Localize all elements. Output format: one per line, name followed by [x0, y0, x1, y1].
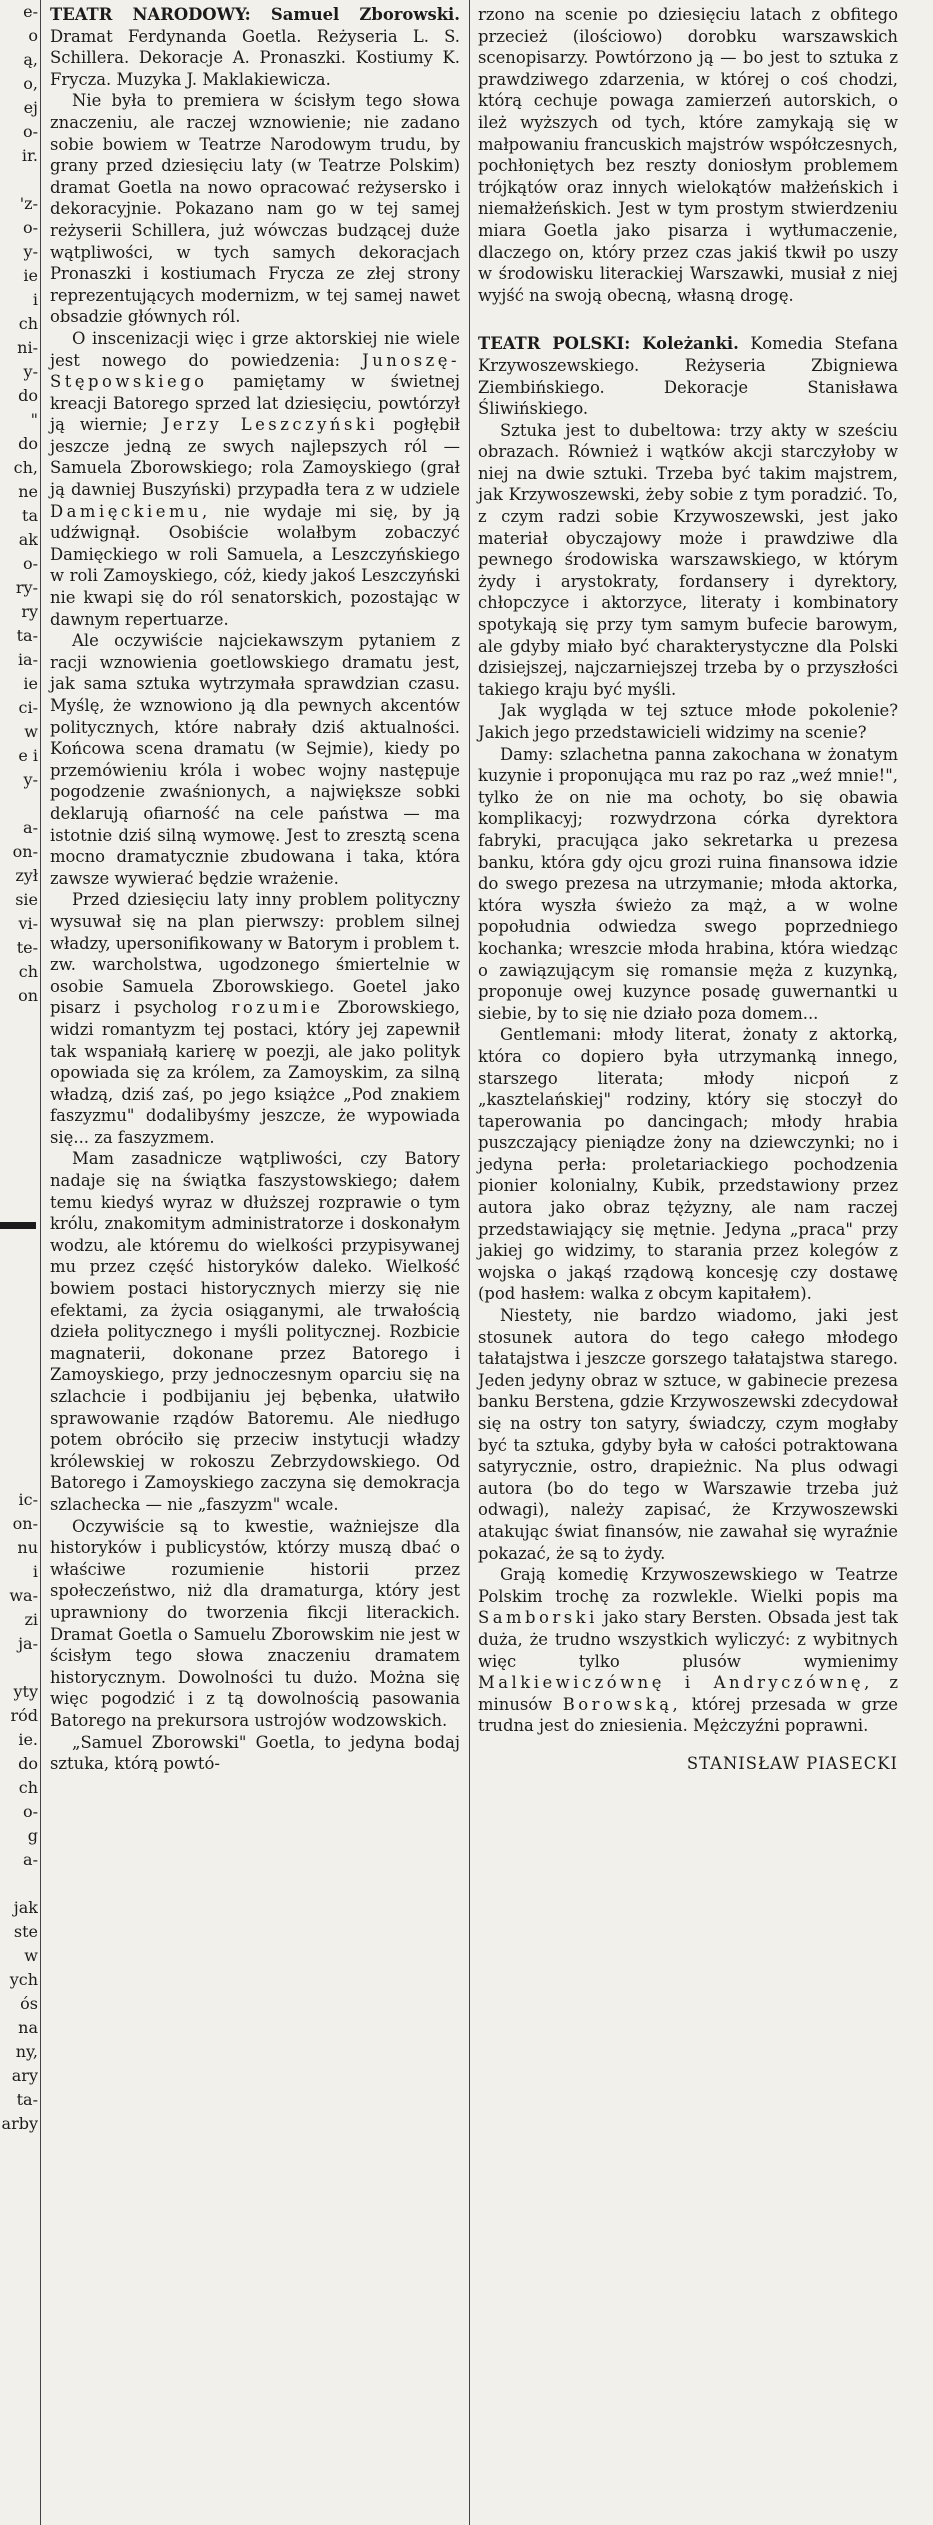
edge-fragment: [0, 1272, 38, 1296]
edge-fragment: te-: [16, 938, 38, 957]
edge-fragment: ta-: [16, 626, 38, 645]
edge-fragment: ic-: [18, 1490, 38, 1509]
edge-fragment: [0, 1128, 38, 1152]
edge-fragment: yty: [13, 1682, 38, 1701]
edge-fragment: ne: [18, 482, 38, 501]
edge-fragment: a-: [23, 1850, 38, 1869]
edge-fragment: on-: [12, 1514, 38, 1533]
edge-fragment: g: [27, 1826, 38, 1845]
edge-fragment: [0, 1200, 38, 1224]
review-heading-narodowy: TEATR NARODOWY: Samuel Zborowski. Dramat Ferdynanda Goetla. Reżyseria L. S. Schillera. Dekoracje A. Pronaszki. Kostiumy K. Frycza. Muzyka J. Maklakiewicza.: [50, 5, 460, 89]
edge-fragment: ch: [18, 1778, 38, 1797]
paragraph: Mam zasadnicze wątpliwości, czy Batory nadaje się na świątka faszystowskiego; dałem temu kiedyś wyraz w dłuższej rozprawie o tym królu, znakomitym administratorze i doskonałym wodzu, ale któremu do wielkości przypisywanej mu przez część historyków daleko. Wielkość bowiem postaci historycznych mierzy się nie efektami, za życia osiąganymi, ale trwałością dzieła politycznego i myśli politycznej. Rozbicie magnaterii, dokonane przez Batorego i Zamoyskiego, przy jednoczesnym oparciu się na szlachcie i podbijaniu jej bębenka, ułatwiło sprawowanie rządów Batoremu. Ale niedługo potem obróciło się przeciw instytucji władzy królewskiej w rokoszu Zebrzydowskiego. Od Batorego i Zamoyskiego zaczyna się demokracja szlachecka — nie „faszyzm" wcale.: [50, 1149, 460, 1514]
paragraph: O inscenizacji więc i grze aktorskiej nie wiele jest nowego do powiedzenia: Junoszę-Stępowskiego pamiętamy w świetnej kreacji Batorego sprzed lat dziesięciu, powtórzył ją wiernie; Jerzy Leszczyński pogłębił jeszcze jedną ze swych najlepszych ról — Samuela Zborowskiego; rola Zamoyskiego (grał ją dawniej Buszyński) przypadła tera z w udziele Damięckiemu, nie wydaje mi się, by ją udźwignął. Osobiście wolałbym zobaczyć Damięckiego w roli Samuela, a Leszczyńskiego w roli Zamoyskiego, cóż, kiedy jakoś Leszczyński nie kwapi się do ról senatorskich, pozostając w dawnym repertuarze.: [50, 328, 460, 629]
edge-fragment: o-: [22, 122, 38, 141]
paragraph: Przed dziesięciu laty inny problem polityczny wysuwał się na plan pierwszy: problem silnej władzy, upersonifikowany w Batorym i problem t. zw. warcholstwa, ugodzonego śmiertelnie w osobie Samuela Zborowskiego. Goetel jako pisarz i psycholog rozumie Zborowskiego, widzi romantyzm tej postaci, który jej zapewnił tak wspaniałą karierę w poezji, ale jako polityk opowiada się za królem, za Zamoyskim, za silną władzą, dziś zaś, po jego książce „Pod znakiem faszyzmu" dodalibyśmy jeszcze, że wypowiada się... za faszyzmem.: [50, 890, 460, 1147]
edge-fragment: ste: [13, 1922, 38, 1941]
edge-fragment: ie: [23, 266, 38, 285]
edge-fragment: [0, 1080, 38, 1104]
edge-fragment: ie.: [18, 1730, 38, 1749]
edge-fragment: y-: [23, 362, 38, 381]
edge-fragment: nu: [17, 1538, 38, 1557]
review-polski-column: [478, 4, 898, 1775]
edge-fragment: [0, 1440, 38, 1464]
edge-fragment: ą,: [23, 50, 38, 69]
edge-fragment: do: [18, 1754, 38, 1773]
edge-fragment: y-: [23, 242, 38, 261]
edge-fragment: [0, 1032, 38, 1056]
edge-fragment: ród: [10, 1706, 38, 1725]
edge-fragment: i: [32, 290, 38, 309]
review-heading-polski: TEATR POLSKI: Koleżanki. Komedia Stefana Krzywoszewskiego. Reżyseria Zbigniewa Ziembińskiego. Dekoracje Stanisława Śliwińskiego.: [478, 334, 898, 419]
edge-fragment: ry: [21, 602, 38, 621]
paragraph: Ale oczywiście najciekawszym pytaniem z racji wznowienia goetlowskiego dramatu jest, jak sama sztuka wytrzymała sprawdzian czasu. Myślę, że wznowiono ją dla pewnych akcentów politycznych, które nabrały dziś aktualności. Końcowa scena dramatu (w Sejmie), kiedy po przemówieniu króla i wobec wojny następuje pogodzenie zwaśnionych, a największe sobki deklarują ofiarność na cele państwa — ma istotnie dziś silną wymowę. Jest to zresztą scena mocno dramatycznie zbudowana i taka, która zawsze wywierać będzie wrażenie.: [50, 631, 460, 888]
paragraph-continued: rzono na scenie po dziesięciu latach z obfitego przecież (ilościowo) dorobku warszawskich scenopisarzy. Powtórzono ją — bo jest to sztuka z prawdziwego zdarzenia, w której o coś chodzi, którą cechuje powaga zamierzeń autorskich, o ileż wyższych od tych, które zamykają się w małpowaniu francuskich majstrów współczesnych, pochłoniętych bez reszty doniosłym problemem trójkątów oraz innych wielokątów małżeńskich i niemałżeńskich. Jest w tym prostym stwierdzeniu miara Goetla jako pisarza i wytłumaczenie, dlaczego on, który przez czas jakiś tkwił po uszy w środowisku literackiej Warszawki, musiał z niej wyjść na swoją obecną, własną drogę.: [478, 5, 898, 305]
edge-fragment: [0, 1392, 38, 1416]
edge-fragment: ny,: [15, 2042, 38, 2061]
edge-fragment: on: [18, 986, 38, 1005]
edge-fragment: [0, 1344, 38, 1368]
edge-fragment: [0, 1368, 38, 1392]
edge-fragment: zył: [15, 866, 38, 885]
edge-fragment: a-: [23, 818, 38, 837]
column-rule-right: [469, 0, 470, 2525]
edge-fragment: ir.: [21, 146, 38, 165]
edge-fragment: on-: [12, 842, 38, 861]
edge-fragment: do: [18, 386, 38, 405]
paragraph: Sztuka jest to dubeltowa: trzy akty w sześciu obrazach. Również i wątków akcji starczyłoby w niej na dwie sztuki. Trzeba być takim majstrem, jak Krzywoszewski, żeby sobie z tym poradzić. To, z czym radzi sobie Krzywoszewski, jest jako materiał obyczajowy może i prawdziwe dla pewnego środowiska warszawskiego, w którym żydy i arystokraty, fordansery i dyrektory, chłopczyce i aktorzyce, literaty i kombinatory spotykają się przy tym samym bufecie barowym, ale gdyby miało być charakterystyczne dla Polski dzisiejszej, najczarniejszej trzeba by o przyszłości takiego kraju być myśli.: [478, 420, 898, 699]
edge-fragment: wa-: [9, 1586, 38, 1605]
edge-fragment: arby: [1, 2114, 38, 2133]
edge-fragment: ie: [23, 674, 38, 693]
review-narodowy-column: [50, 4, 460, 1775]
edge-fragment: i: [32, 1562, 38, 1581]
edge-fragment: do: [18, 434, 38, 453]
paragraph: Grają komedię Krzywoszewskiego w Teatrze Polskim trochę za rozwlekle. Wielki popis ma Samborski jako stary Bersten. Obsada jest tak duża, że trudno wszystkich wyliczyć: z wybitnych więc tylko plusów wymienimy Malkiewiczównę i Andryczównę, z minusów Borowską, której przesada w grze trudna jest do zniesienia. Mężczyźni poprawni.: [478, 1565, 898, 1736]
edge-fragment: ch: [18, 314, 38, 333]
edge-fragment: [0, 1416, 38, 1440]
edge-fragment: [0, 1008, 38, 1032]
column-rule-left: [40, 0, 41, 2525]
paragraph: Niestety, nie bardzo wiadomo, jaki jest stosunek autora do tego całego młodego tałatajstwa i jeszcze gorszego tałatajstwa starego. Jeden jedyny obraz w sztuce, w gabinecie prezesa banku Berstena, gdzie Krzywoszewski zdecydował się na ostry ton satyry, świadczy, czym mogłaby być ta sztuka, gdyby była w całości potraktowana satyrycznie, ostro, drapieżnic. Na plus odwagi autora (bo do tego w Warszawie trzeba już odwagi), należy zapisać, że Krzywoszewski atakując świat finansów, nie zawahał się wyraźnie pokazać, że są to żydy.: [478, 1306, 898, 1563]
edge-fragment: ych: [9, 1970, 38, 1989]
edge-fragment: ia-: [17, 650, 38, 669]
edge-fragment: [0, 792, 38, 816]
paragraph: Oczywiście są to kwestie, ważniejsze dla historyków i publicystów, którzy muszą dbać o właściwe rozumienie historii przez społeczeństwo, niż dla dramaturga, który jest uprawniony do tworzenia fikcji literackich. Dramat Goetla o Samuelu Zborowskim nie jest w ścisłym tego słowa znaczeniu dramatem historycznym. Dowolności tu dużo. Można się więc pogodzić i z tą dowolnością pasowania Batorego na prekursora ustrojów wodzowskich.: [50, 1516, 460, 1730]
column-divider-bar: [0, 1222, 36, 1229]
edge-fragment: ja-: [18, 1634, 38, 1653]
edge-fragment: zi: [24, 1610, 38, 1629]
edge-fragment: [0, 1464, 38, 1488]
edge-fragment: [0, 168, 38, 192]
edge-fragment: ni-: [17, 338, 38, 357]
edge-fragment: ary: [11, 2066, 38, 2085]
edge-fragment: na: [18, 2018, 38, 2037]
edge-fragment: ej: [23, 98, 38, 117]
edge-fragment: ry-: [15, 578, 38, 597]
edge-fragment: w: [24, 722, 38, 741]
edge-fragment: o: [28, 26, 38, 45]
edge-fragment: e-: [23, 2, 38, 21]
edge-fragment: 'z-: [19, 194, 38, 213]
edge-fragment: ": [30, 410, 38, 429]
edge-fragment: o,: [23, 74, 38, 93]
edge-fragment: [0, 1656, 38, 1680]
edge-fragment: [0, 1320, 38, 1344]
paragraph: Nie była to premiera w ścisłym tego słowa znaczeniu, ale raczej wznowienie; nie zadano sobie bowiem w Teatrze Narodowym trudu, by grany przed dziesięciu laty (w Teatrze Polskim) dramat Goetla na nowo opracować reżysersko i dekoracyjnie. Pokazano nam go w tej samej reżyserii Schillera, już wówczas budzącej duże wątpliwości, w tych samych dekoracjach Pronaszki i kostiumach Frycza ze złej strony reprezentujących modernizm, w tej samej nawet obsadzie głównych ról.: [50, 91, 460, 327]
left-column-fragment: [0, 0, 38, 2136]
edge-fragment: jak: [13, 1898, 38, 1917]
edge-fragment: w: [24, 1946, 38, 1965]
edge-fragment: o-: [22, 1802, 38, 1821]
paragraph: Gentlemani: młody literat, żonaty z aktorką, która co dopiero była utrzymanką innego, starszego literata; młody nicpoń z „kasztelańskiej" rodziny, który się stoczył do taperowania po dancingach; młody hrabia puszczający pieniądze żony na dziewczynki; no i jedyna perła: proletariackiego pochodzenia pionier kolonialny, Kubik, przedstawiony przez autora jako obraz tężyzny, ale nam raczej przedstawiający się mętnie. Jedyna „praca" przy jakiej go widzimy, to starania przez kolegów z wojska o jakąś rządową koncesję czy dostawę (pod hasłem: walka z obcym kapitałem).: [478, 1025, 898, 1304]
edge-fragment: ci-: [18, 698, 38, 717]
edge-fragment: ak: [18, 530, 38, 549]
paragraph: „Samuel Zborowski" Goetla, to jedyna bodaj sztuka, którą powtó-: [50, 1732, 460, 1774]
edge-fragment: vi-: [18, 914, 38, 933]
edge-fragment: [0, 1056, 38, 1080]
edge-fragment: o-: [22, 218, 38, 237]
edge-fragment: [0, 1104, 38, 1128]
edge-fragment: [0, 1176, 38, 1200]
edge-fragment: [0, 1248, 38, 1272]
edge-fragment: ta-: [16, 2090, 38, 2109]
edge-fragment: ch: [18, 962, 38, 981]
edge-fragment: [0, 1296, 38, 1320]
edge-fragment: ch,: [13, 458, 38, 477]
paragraph: Jak wygląda w tej sztuce młode pokolenie? Jakich jego przedstawicieli widzimy na scenie?: [478, 701, 898, 742]
edge-fragment: y-: [23, 770, 38, 789]
edge-fragment: e i: [18, 746, 38, 765]
paragraph: Damy: szlachetna panna zakochana w żonatym kuzynie i proponująca mu raz po raz „weź mnie!", tylko że on nie ma ochoty, bo się obawia komplikacyj; rozwydrzona córka dyrektora fabryki, pracująca jako sekretarka u prezesa banku, która gdy ojcu grozi ruina finansowa idzie do swego prezesa na utrzymanie; młoda aktorka, która wyszła świeżo za mąż, a w wolne popołudnia odwiedza swego poprzedniego kochanka; wreszcie młoda hrabina, która wiedząc o zawiązującym się romansie męża z kuzynką, proponuje owej kuzynce posadę guwernantki u siebie, by to się nie działo poza domem...: [478, 744, 898, 1023]
edge-fragment: ós: [20, 1994, 38, 2013]
edge-fragment: [0, 1152, 38, 1176]
edge-fragment: sie: [15, 890, 38, 909]
author-signature: STANISŁAW PIASECKI: [686, 1753, 898, 1773]
edge-fragment: ta: [22, 506, 38, 525]
edge-fragment: o-: [22, 554, 38, 573]
edge-fragment: [0, 1872, 38, 1896]
